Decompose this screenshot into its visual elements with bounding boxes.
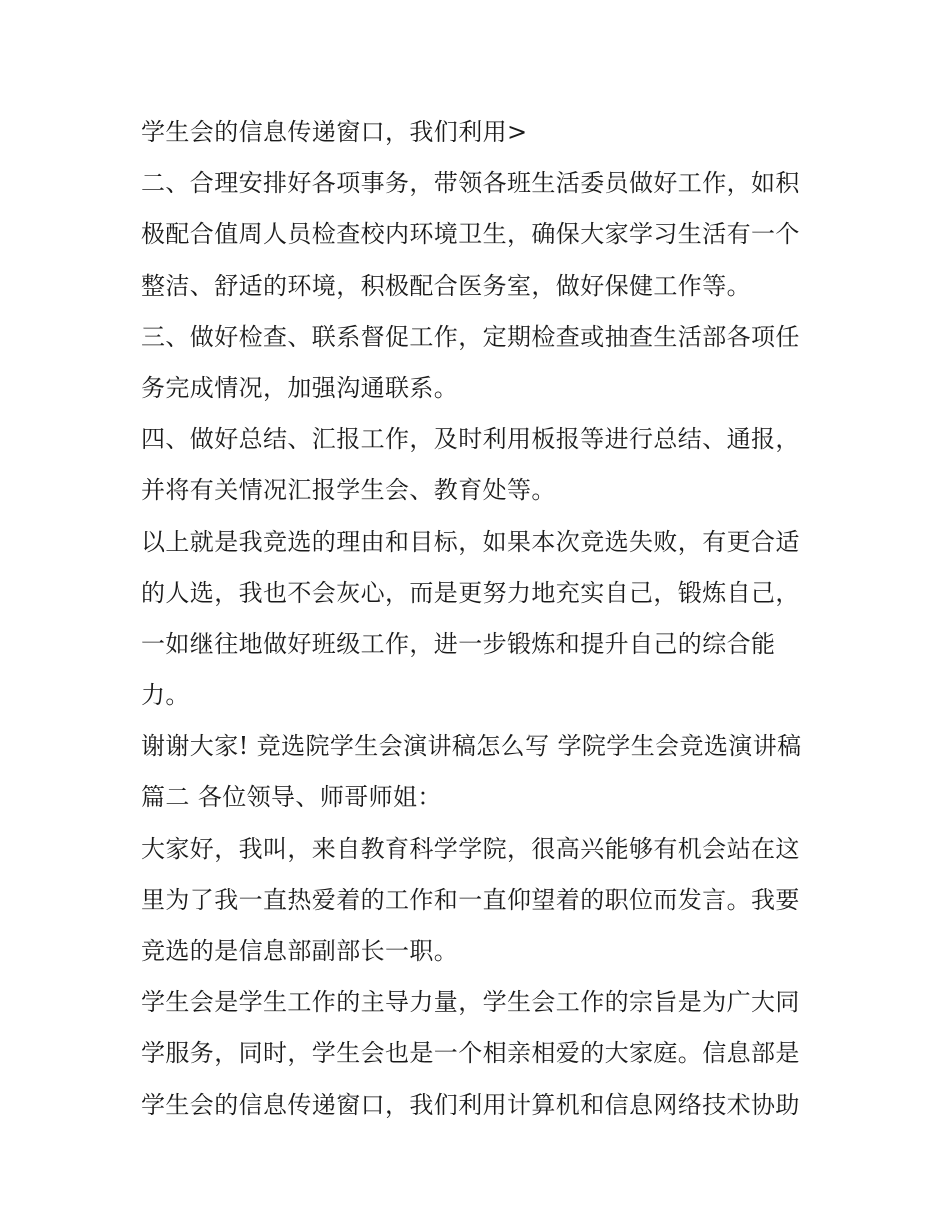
text-line: 三、做好检查、联系督促工作，定期检查或抽查生活部各项任 [141,322,800,351]
text-line: 里为了我一直热爱着的工作和一直仰望着的职位而发言。我要 [141,885,800,914]
text-line: 的人选，我也不会灰心，而是更努力地充实自己，锻炼自己， [141,578,800,607]
text-line: 四、做好总结、汇报工作，及时利用板报等进行总结、通报， [141,425,800,454]
text-line: 学生会的信息传递窗口，我们利用计算机和信息网络技术协助 [141,1090,800,1119]
text-line: 极配合值周人员检查校内环境卫生，确保大家学习生活有一个 [141,220,800,249]
text-line: 力。 [141,681,190,710]
text-line: 务完成情况，加强沟通联系。 [141,373,459,402]
text-line: 谢谢大家! 竞选院学生会演讲稿怎么写 学院学生会竞选演讲稿 [141,732,802,761]
text-line: 一如继往地做好班级工作，进一步锻炼和提升自己的综合能 [141,629,776,658]
text-line: 整洁、舒适的环境，积极配合医务室，做好保健工作等。 [141,271,751,300]
text-line: 大家好，我叫，来自教育科学学院，很高兴能够有机会站在这 [141,834,800,863]
text-line: 并将有关情况汇报学生会、教育处等。 [141,476,556,505]
text-line: 以上就是我竞选的理由和目标，如果本次竞选失败，有更合适 [141,527,800,556]
text-line: 学生会是学生工作的主导力量，学生会工作的宗旨是为广大同 [141,988,800,1017]
document-body [141,107,831,1131]
text-line: 篇二 各位领导、师哥师姐： [141,783,442,812]
text-line: 竞选的是信息部副部长一职。 [141,937,459,965]
text-line: 学服务，同时，学生会也是一个相亲相爱的大家庭。信息部是 [141,1039,800,1068]
text-line: 二、合理安排好各项事务，带领各班生活委员做好工作，如积 [141,169,800,198]
text-line: 学生会的信息传递窗口，我们利用> [141,118,528,146]
